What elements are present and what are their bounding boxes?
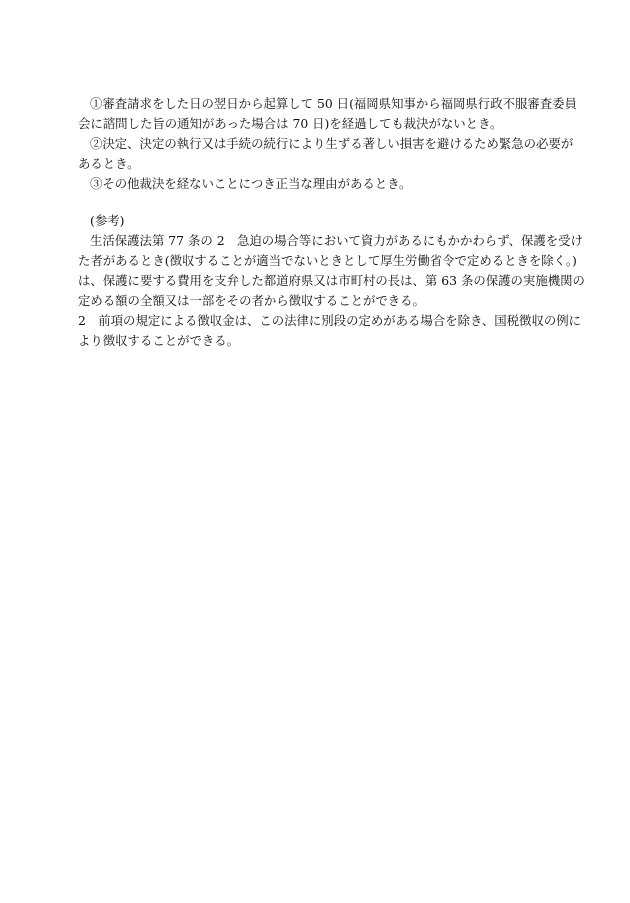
reference-paragraph-1-line-3: は、保護に要する費用を支弁した都道府県又は市町村の長は、第 63 条の保護の実施機関の bbox=[78, 273, 585, 288]
condition-1-line-1: ①審査請求をした日の翌日から起算して 50 日(福岡県知事から福岡県行政不服審査委員 bbox=[90, 96, 577, 111]
reference-paragraph-2-line-1: 2 前項の規定による徴収金は、この法律に別段の定めがある場合を除き、国税徴収の例に bbox=[78, 313, 582, 328]
reference-paragraph-2-line-2: より徴収することができる。 bbox=[78, 333, 240, 348]
appeal-conditions-list bbox=[78, 94, 577, 194]
reference-paragraph-1-line-4: 定める額の全額又は一部をその者から徴収することができる。 bbox=[78, 293, 425, 308]
reference-section bbox=[78, 211, 585, 351]
document-page bbox=[78, 94, 585, 351]
reference-paragraph-1-line-2: た者があるとき(徴収することが適当でないときとして厚生労働省令で定めるときを除く。) bbox=[78, 253, 577, 268]
reference-paragraph-1-line-1: 生活保護法第 77 条の 2 急迫の場合等において資力があるにもかかわらず、保護を受け bbox=[90, 233, 583, 248]
section-gap bbox=[78, 194, 558, 211]
condition-1-line-2: 会に諮問した旨の通知があった場合は 70 日)を経過しても裁決がないとき。 bbox=[78, 116, 503, 131]
condition-2-line-1: ②決定、決定の執行又は手続の続行により生ずる著しい損害を避けるため緊急の必要が bbox=[90, 136, 574, 151]
condition-3-line-1: ③その他裁決を経ないことにつき正当な理由があるとき。 bbox=[90, 176, 412, 191]
reference-heading: (参考) bbox=[90, 213, 125, 228]
condition-2-line-2: あるとき。 bbox=[78, 156, 140, 171]
